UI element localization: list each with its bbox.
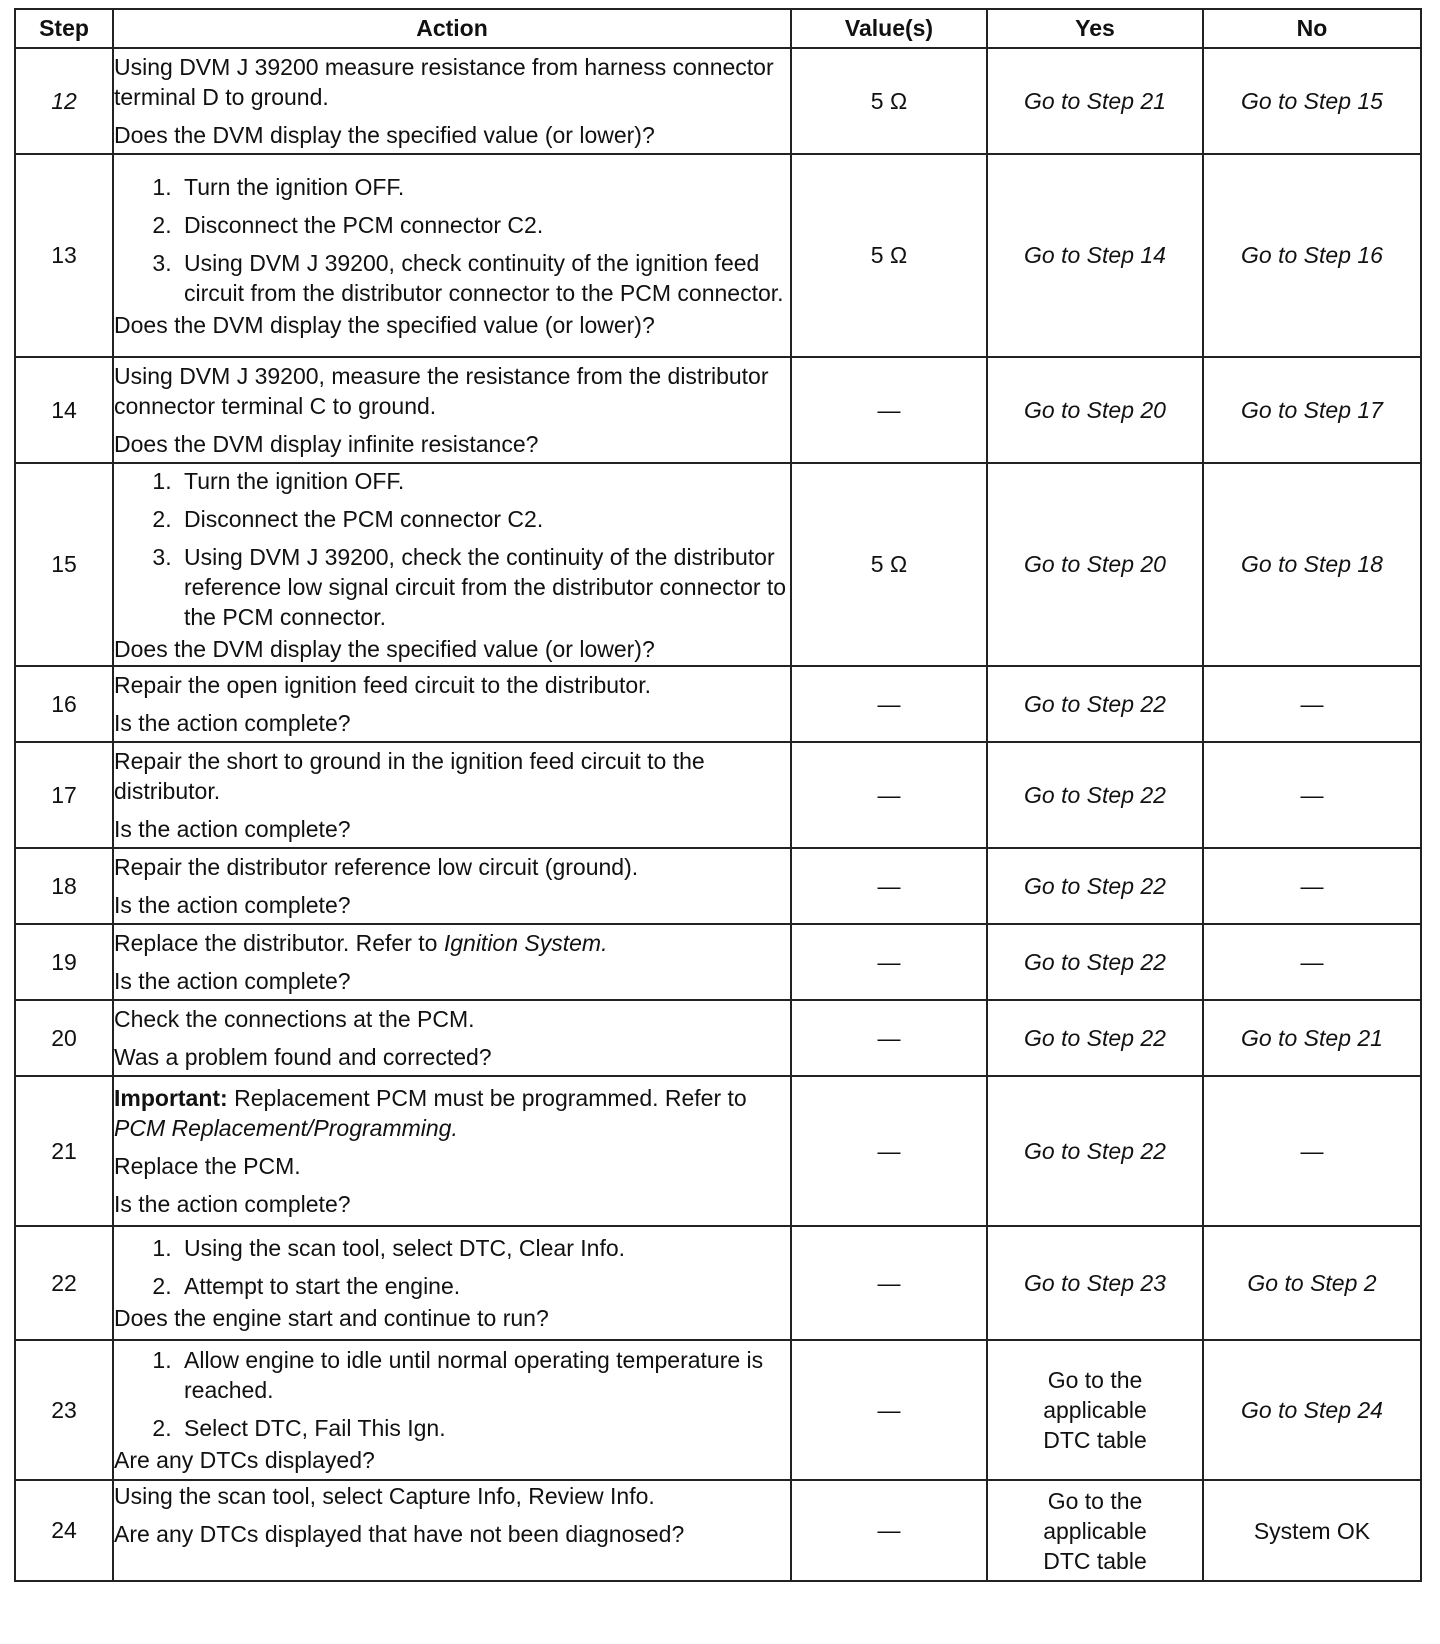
no-cell: — <box>1203 1076 1421 1226</box>
step-number: 22 <box>15 1226 113 1340</box>
action-text-prefix: Replace the distributor. Refer to <box>114 930 444 956</box>
value-cell: — <box>791 848 987 924</box>
action-step: 3. Using DVM J 39200, check the continuity of the distributor reference low signal circuit from the distributor connector to the PCM connector. <box>178 542 790 632</box>
value-cell: — <box>791 1480 987 1581</box>
yes-cell: Go to Step 14 <box>987 154 1203 357</box>
value-cell: — <box>791 666 987 742</box>
value-cell: — <box>791 1000 987 1076</box>
action-cell <box>113 1340 791 1480</box>
value-cell: — <box>791 742 987 848</box>
important-note <box>114 1083 790 1143</box>
step-number: 14 <box>15 357 113 463</box>
header-values: Value(s) <box>791 9 987 48</box>
yes-cell: Go to Step 20 <box>987 357 1203 463</box>
no-cell: Go to Step 2 <box>1203 1226 1421 1340</box>
no-cell: Go to Step 15 <box>1203 48 1421 154</box>
header-step: Step <box>15 9 113 48</box>
no-cell: Go to Step 21 <box>1203 1000 1421 1076</box>
value-cell: — <box>791 1340 987 1480</box>
no-cell: Go to Step 16 <box>1203 154 1421 357</box>
yes-cell: Go to Step 22 <box>987 924 1203 1000</box>
step-number: 15 <box>15 463 113 666</box>
table-row <box>15 1076 1421 1226</box>
no-cell: — <box>1203 924 1421 1000</box>
table-row <box>15 1000 1421 1076</box>
table-row <box>15 742 1421 848</box>
table-row <box>15 924 1421 1000</box>
action-text: Using DVM J 39200 measure resistance from harness connector terminal D to ground. <box>114 54 774 110</box>
action-question: Was a problem found and corrected? <box>114 1044 492 1070</box>
diagnostic-table <box>14 8 1422 1582</box>
table-row <box>15 1480 1421 1581</box>
action-text: Using the scan tool, select Capture Info, Review Info. <box>114 1483 655 1509</box>
step-number: 23 <box>15 1340 113 1480</box>
action-step: 1. Allow engine to idle until normal operating temperature is reached. <box>178 1345 790 1405</box>
yes-cell: Go to the applicable DTC table <box>987 1340 1203 1480</box>
value-cell: — <box>791 357 987 463</box>
step-number: 19 <box>15 924 113 1000</box>
header-action: Action <box>113 9 791 48</box>
action-cell <box>113 357 791 463</box>
action-steps <box>114 1345 790 1443</box>
action-cell <box>113 1076 791 1226</box>
action-question: Is the action complete? <box>114 816 351 842</box>
header-no: No <box>1203 9 1421 48</box>
action-steps <box>114 466 790 632</box>
action-question: Does the engine start and continue to run? <box>114 1305 549 1331</box>
no-cell: — <box>1203 848 1421 924</box>
action-step: 1. Turn the ignition OFF. <box>178 466 790 496</box>
yes-cell: Go to Step 22 <box>987 1076 1203 1226</box>
action-question: Does the DVM display the specified value (or lower)? <box>114 311 655 338</box>
action-text: Check the connections at the PCM. <box>114 1006 475 1032</box>
header-yes: Yes <box>987 9 1203 48</box>
action-text: Using DVM J 39200, measure the resistance from the distributor connector terminal C to ground. <box>114 363 769 419</box>
table-row <box>15 1340 1421 1480</box>
action-text: Repair the distributor reference low circuit (ground). <box>114 854 639 880</box>
table-row <box>15 1226 1421 1340</box>
table-row <box>15 154 1421 357</box>
table-row <box>15 48 1421 154</box>
no-cell: Go to Step 18 <box>1203 463 1421 666</box>
no-cell: — <box>1203 666 1421 742</box>
important-label: Important: <box>114 1085 228 1111</box>
action-step: 1. Using the scan tool, select DTC, Clear Info. <box>178 1233 790 1263</box>
action-cell <box>113 463 791 666</box>
action-question: Does the DVM display infinite resistance? <box>114 431 539 457</box>
yes-cell: Go to Step 22 <box>987 1000 1203 1076</box>
yes-cell: Go to Step 22 <box>987 742 1203 848</box>
step-number: 21 <box>15 1076 113 1226</box>
action-question: Are any DTCs displayed that have not been diagnosed? <box>114 1521 685 1547</box>
yes-cell: Go to Step 21 <box>987 48 1203 154</box>
action-steps <box>114 1233 790 1301</box>
action-cell <box>113 1000 791 1076</box>
yes-cell: Go to the applicable DTC table <box>987 1480 1203 1581</box>
table-row <box>15 848 1421 924</box>
value-cell: 5 Ω <box>791 154 987 357</box>
table-row <box>15 666 1421 742</box>
action-step: 3. Using DVM J 39200, check continuity of the ignition feed circuit from the distributor connector to the PCM connector. <box>178 248 790 308</box>
action-question: Is the action complete? <box>114 968 351 994</box>
step-number: 20 <box>15 1000 113 1076</box>
action-cell <box>113 48 791 154</box>
step-number: 24 <box>15 1480 113 1581</box>
step-number: 18 <box>15 848 113 924</box>
yes-cell: Go to Step 22 <box>987 848 1203 924</box>
header-row <box>15 9 1421 48</box>
no-cell: Go to Step 17 <box>1203 357 1421 463</box>
action-text: Repair the open ignition feed circuit to the distributor. <box>114 672 651 698</box>
action-step: 2. Disconnect the PCM connector C2. <box>178 210 790 240</box>
value-cell: 5 Ω <box>791 48 987 154</box>
table-row <box>15 357 1421 463</box>
no-cell: Go to Step 24 <box>1203 1340 1421 1480</box>
action-question: Is the action complete? <box>114 710 351 736</box>
yes-cell: Go to Step 23 <box>987 1226 1203 1340</box>
action-question: Does the DVM display the specified value (or lower)? <box>114 122 655 148</box>
yes-cell: Go to Step 22 <box>987 666 1203 742</box>
value-cell: — <box>791 1076 987 1226</box>
step-number: 16 <box>15 666 113 742</box>
action-text: Replace the PCM. <box>114 1153 301 1179</box>
no-cell: System OK <box>1203 1480 1421 1581</box>
action-steps <box>114 172 790 308</box>
action-step: 2. Select DTC, Fail This Ign. <box>178 1413 790 1443</box>
action-question: Is the action complete? <box>114 1191 351 1217</box>
value-cell: 5 Ω <box>791 463 987 666</box>
action-step: 1. Turn the ignition OFF. <box>178 172 790 202</box>
action-question: Is the action complete? <box>114 892 351 918</box>
step-number: 17 <box>15 742 113 848</box>
action-question: Does the DVM display the specified value (or lower)? <box>114 635 655 662</box>
action-step: 2. Attempt to start the engine. <box>178 1271 790 1301</box>
table-row <box>15 463 1421 666</box>
action-text <box>114 928 790 958</box>
action-cell <box>113 1480 791 1581</box>
value-cell: — <box>791 1226 987 1340</box>
action-cell <box>113 848 791 924</box>
reference-link: PCM Replacement/Programming. <box>114 1115 458 1141</box>
step-number: 13 <box>15 154 113 357</box>
important-text: Replacement PCM must be programmed. Refer to <box>227 1085 747 1111</box>
action-cell <box>113 154 791 357</box>
action-step: 2. Disconnect the PCM connector C2. <box>178 504 790 534</box>
no-cell: — <box>1203 742 1421 848</box>
action-text: Repair the short to ground in the ignition feed circuit to the distributor. <box>114 748 705 804</box>
value-cell: — <box>791 924 987 1000</box>
reference-link: Ignition System. <box>443 930 608 956</box>
step-number: 12 <box>15 48 113 154</box>
action-cell <box>113 742 791 848</box>
yes-cell: Go to Step 20 <box>987 463 1203 666</box>
action-cell <box>113 924 791 1000</box>
action-cell <box>113 666 791 742</box>
action-cell <box>113 1226 791 1340</box>
action-question: Are any DTCs displayed? <box>114 1447 375 1473</box>
